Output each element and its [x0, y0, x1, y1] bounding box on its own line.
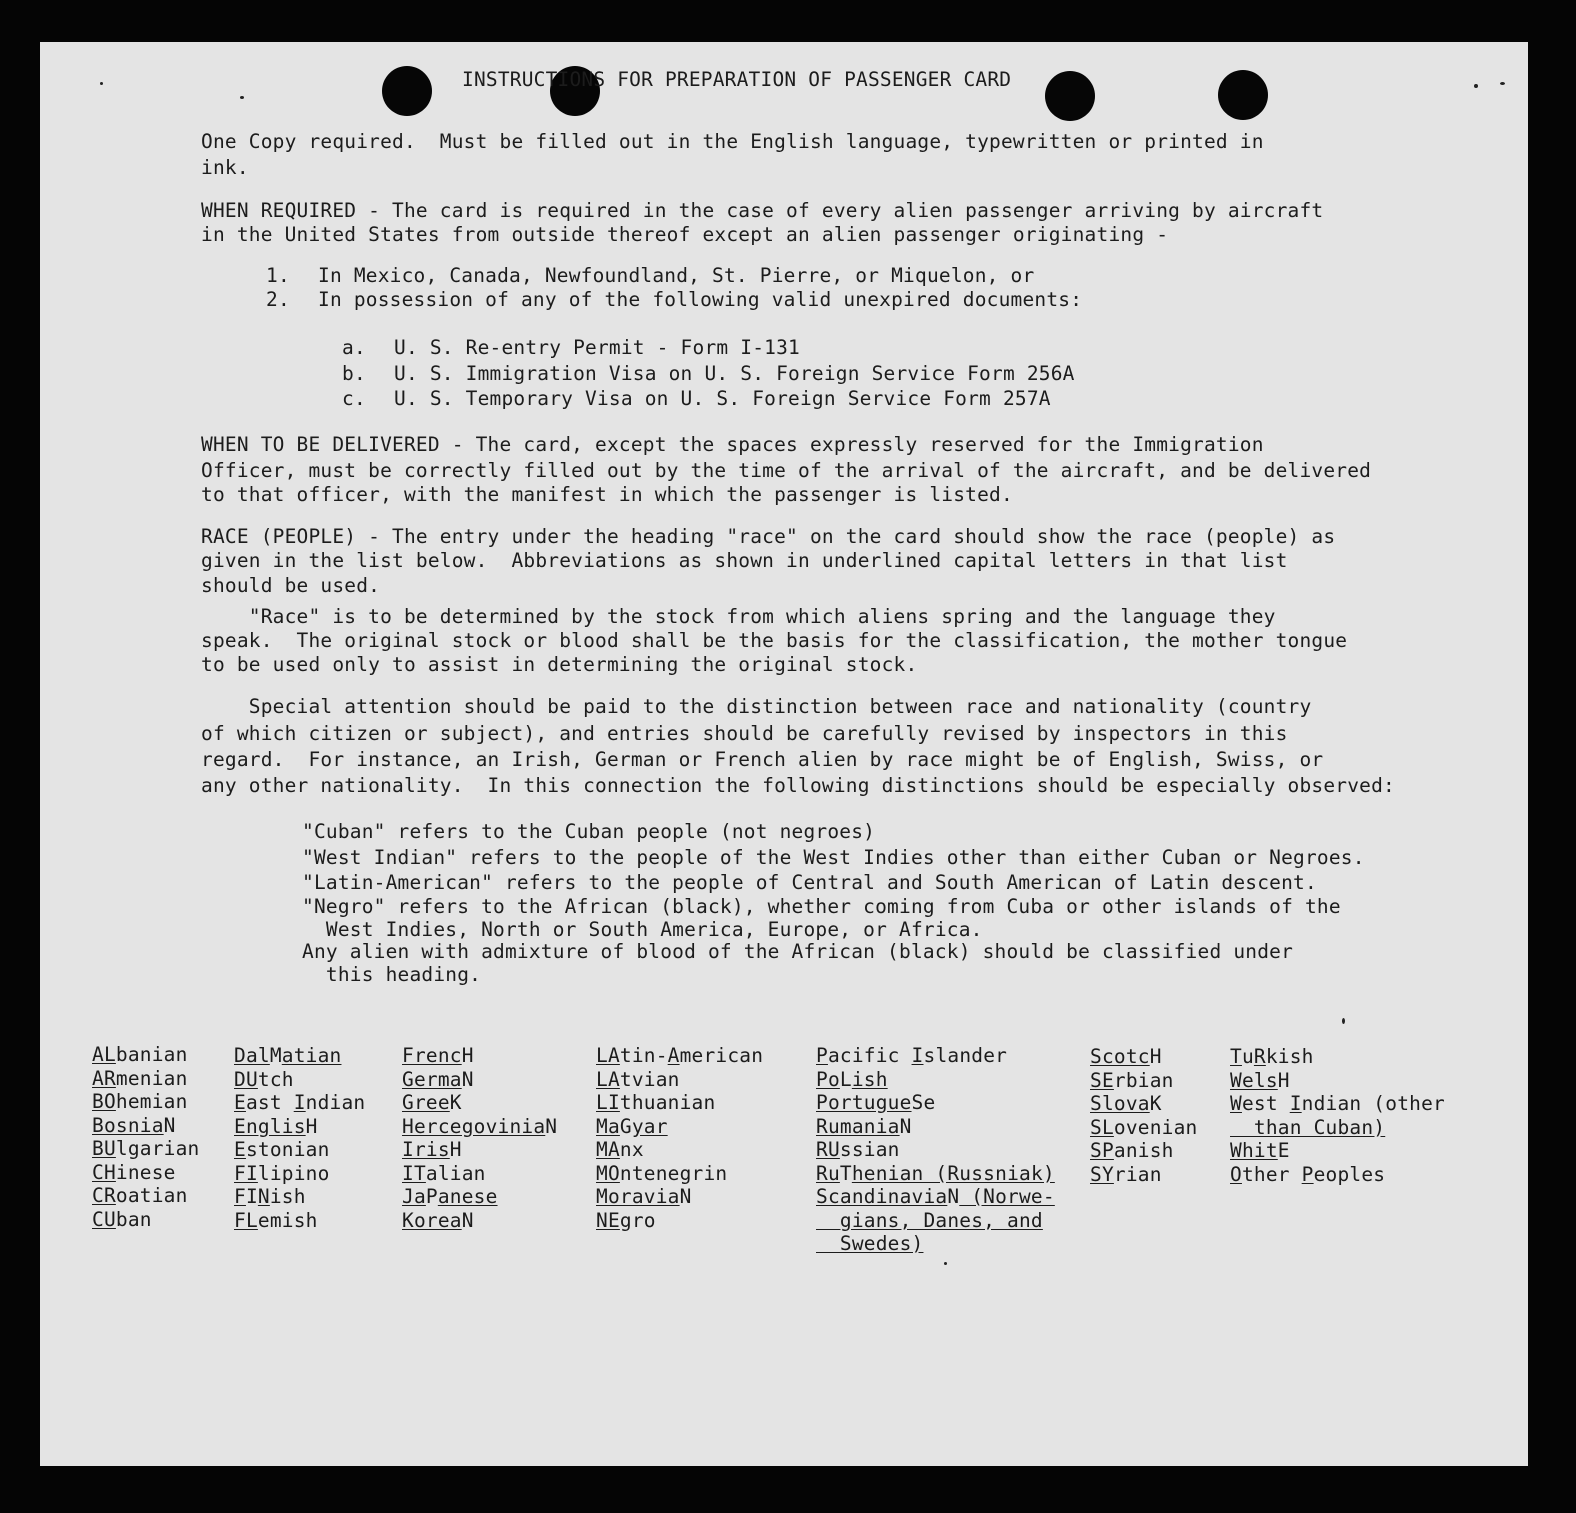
race-list-item: RuThenian (Russniak) — [816, 1161, 1055, 1185]
special-attention-line: of which citizen or subject), and entries should be carefully revised by inspectors in this — [201, 722, 1288, 745]
race-list-item: Estonian — [234, 1138, 330, 1161]
race-paragraph-line: RACE (PEOPLE) - The entry under the heading "race" on the card should show the race (people) as — [201, 525, 1336, 548]
race-list-item: FINish — [234, 1185, 306, 1208]
document-letter: a. — [342, 336, 366, 359]
race-list-item: BOhemian — [92, 1090, 188, 1113]
punch-hole — [1045, 71, 1095, 121]
distinction-line: "Cuban" refers to the Cuban people (not negroes) — [302, 820, 876, 843]
race-list-item: DUtch — [234, 1067, 294, 1091]
race-list-item: ARmenian — [92, 1066, 188, 1090]
page-title: INSTRUCTIONS FOR PREPARATION OF PASSENGER CARD — [462, 68, 1012, 91]
race-list-item: IrisH — [402, 1138, 462, 1161]
race-list-item: GreeK — [402, 1091, 462, 1114]
race-definition-line: "Race" is to be determined by the stock from which aliens spring and the language they — [201, 605, 1276, 628]
race-list-item: MaGyar — [596, 1114, 668, 1138]
race-list-item: ScandinaviaN (Norwe- — [816, 1185, 1055, 1208]
race-definition-line: speak. The original stock or blood shall be the basis for the classification, the mother tongue — [201, 629, 1348, 652]
race-list-item: CUban — [92, 1207, 152, 1231]
race-list-item: PortugueSe — [816, 1091, 936, 1114]
punch-hole — [1218, 70, 1268, 120]
when-required-line: in the United States from outside thereof except an alien passenger originating - — [201, 223, 1169, 246]
punch-hole — [382, 66, 432, 116]
race-list-item: BosniaN — [92, 1113, 176, 1137]
distinction-line: Any alien with admixture of blood of the African (black) should be classified under — [302, 940, 1294, 963]
race-list-item: SYrian — [1090, 1162, 1162, 1186]
race-paragraph-line: given in the list below. Abbreviations as shown in underlined capital letters in that list — [201, 549, 1288, 572]
race-list-item: FLemish — [234, 1208, 318, 1232]
special-attention-line: Special attention should be paid to the distinction between race and nationality (country — [201, 695, 1312, 718]
race-list-item: SPanish — [1090, 1139, 1174, 1162]
race-list-item: RUssian — [816, 1138, 900, 1161]
race-list-item: DalMatian — [234, 1044, 342, 1067]
race-list-item: MoraviaN — [596, 1185, 692, 1208]
race-list-item: WhitE — [1230, 1139, 1290, 1162]
race-list-item: LAtvian — [596, 1067, 680, 1091]
race-list-item: SlovaK — [1090, 1092, 1162, 1115]
special-attention-line: regard. For instance, an Irish, German or French alien by race might be of English, Swiss, or — [201, 748, 1324, 771]
race-list-item: LIthuanian — [596, 1091, 716, 1114]
race-list-item: ScotcH — [1090, 1045, 1162, 1068]
document-text: U. S. Temporary Visa on U. S. Foreign Service Form 257A — [394, 387, 1051, 410]
race-list-item: MAnx — [596, 1138, 644, 1161]
race-list-item: gians, Danes, and — [816, 1208, 1043, 1232]
race-list-item: ALbanian — [92, 1043, 188, 1066]
race-list-item: Other Peoples — [1230, 1162, 1386, 1186]
race-list-item: NEgro — [596, 1208, 656, 1232]
race-list-item: RumaniaN — [816, 1114, 912, 1138]
when-delivered-line: Officer, must be correctly filled out by the time of the arrival of the aircraft, and be delivered — [201, 459, 1372, 482]
condition-number: 1. — [266, 264, 290, 287]
race-list-item: BUlgarian — [92, 1137, 200, 1160]
race-list-item: TuRkish — [1230, 1045, 1314, 1068]
race-list-item: MOntenegrin — [596, 1161, 728, 1185]
race-list-item: CRoatian — [92, 1184, 188, 1207]
condition-text: In Mexico, Canada, Newfoundland, St. Pierre, or Miquelon, or — [318, 264, 1035, 287]
race-list-item: ITalian — [402, 1161, 486, 1185]
distinction-line: West Indies, North or South America, Europe, or Africa. — [302, 918, 983, 941]
race-list-item: GermaN — [402, 1067, 474, 1091]
condition-number: 2. — [266, 288, 290, 311]
race-list-item: PoLish — [816, 1067, 888, 1091]
race-list-item: Pacific Islander — [816, 1044, 1008, 1067]
document-text: U. S. Immigration Visa on U. S. Foreign Service Form 256A — [394, 362, 1075, 385]
intro-line: One Copy required. Must be filled out in the English language, typewritten or printed in — [201, 130, 1264, 153]
race-list-item: JaPanese — [402, 1185, 498, 1208]
distinction-line: this heading. — [302, 963, 482, 986]
race-list-item: Swedes) — [816, 1232, 924, 1255]
race-list-item: WelsH — [1230, 1068, 1290, 1092]
race-list-item: FIlipino — [234, 1161, 330, 1185]
when-delivered-line: to that officer, with the manifest in which the passenger is listed. — [201, 483, 1013, 506]
distinction-line: "Negro" refers to the African (black), whether coming from Cuba or other islands of the — [302, 895, 1341, 918]
condition-text: In possession of any of the following valid unexpired documents: — [318, 288, 1083, 311]
race-list-item: KoreaN — [402, 1208, 474, 1232]
race-list-item: SLovenian — [1090, 1115, 1198, 1139]
document-letter: c. — [342, 387, 366, 410]
when-delivered-line: WHEN TO BE DELIVERED - The card, except the spaces expressly reserved for the Immigration — [201, 433, 1264, 456]
race-list-item: EnglisH — [234, 1114, 318, 1138]
special-attention-line: any other nationality. In this connection the following distinctions should be especially observed: — [201, 774, 1395, 797]
distinction-line: "Latin-American" refers to the people of Central and South American of Latin descent. — [302, 871, 1317, 894]
distinction-line: "West Indian" refers to the people of the West Indies other than either Cuban or Negroes. — [302, 846, 1365, 869]
race-definition-line: to be used only to assist in determining the original stock. — [201, 653, 918, 676]
race-list-item: FrencH — [402, 1044, 474, 1067]
race-list-item: HercegoviniaN — [402, 1114, 558, 1138]
race-list-item: than Cuban) — [1230, 1115, 1386, 1139]
race-list-item: East Indian — [234, 1091, 366, 1114]
race-list-item: West Indian (other — [1230, 1092, 1445, 1115]
document-letter: b. — [342, 362, 366, 385]
race-list-item: SErbian — [1090, 1068, 1174, 1092]
race-paragraph-line: should be used. — [201, 574, 381, 597]
race-list-item: LAtin-American — [596, 1044, 764, 1067]
race-list-item: CHinese — [92, 1160, 176, 1184]
intro-line: ink. — [201, 156, 249, 179]
when-required-line: WHEN REQUIRED - The card is required in the case of every alien passenger arriving by aircraft — [201, 199, 1324, 222]
document-text: U. S. Re-entry Permit - Form I-131 — [394, 336, 800, 359]
